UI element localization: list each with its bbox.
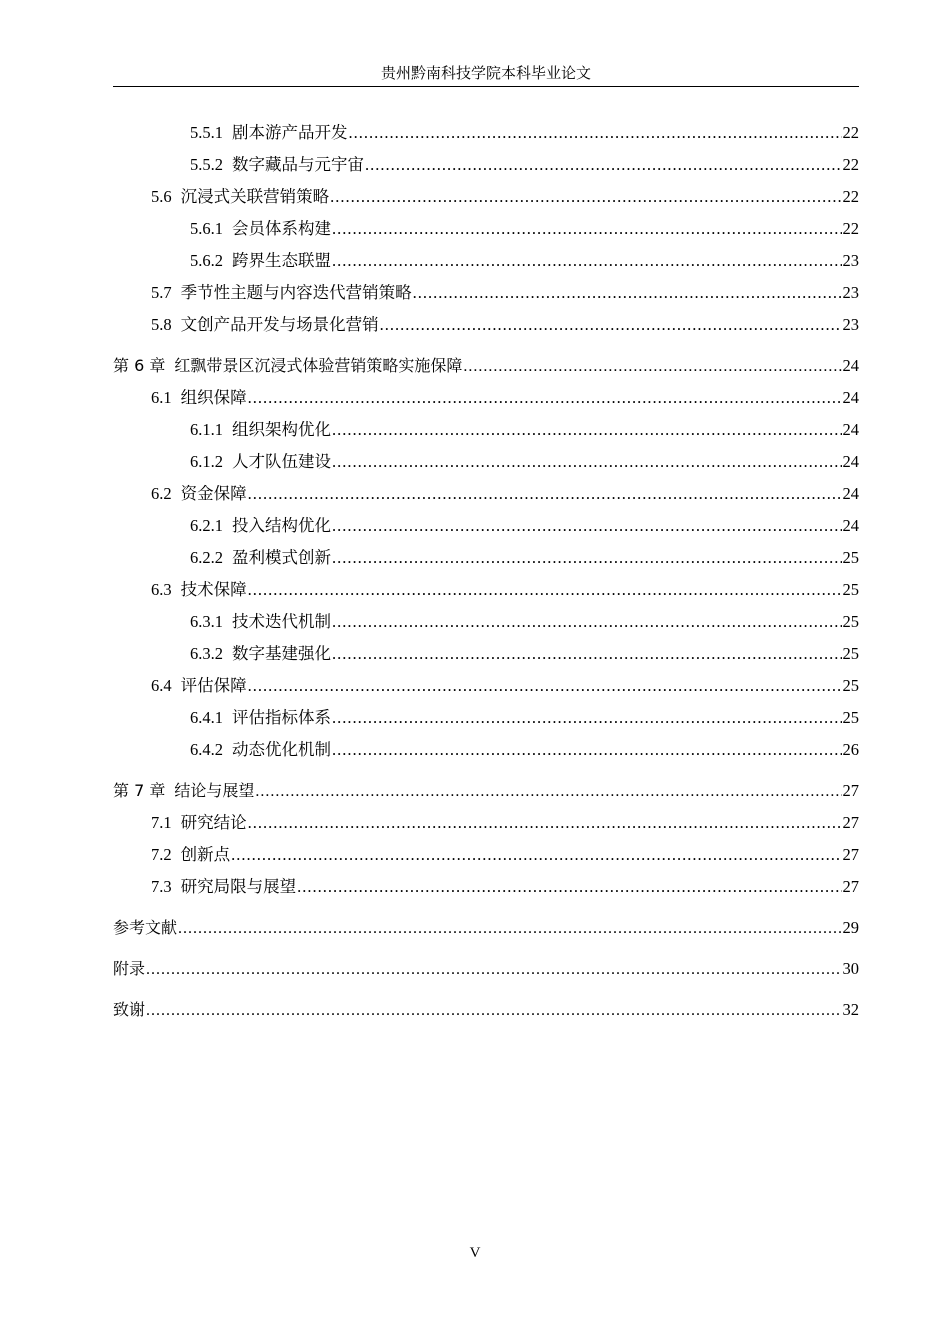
toc-entry-number: 7.1	[151, 813, 172, 832]
toc-entry[interactable]	[113, 117, 859, 149]
toc-entry-page: 23	[842, 283, 859, 302]
toc-entry-number: 6.4.1	[190, 708, 223, 727]
toc-entry-title: 组织架构优化	[232, 420, 331, 439]
toc-entry-page: 24	[842, 356, 859, 375]
toc-entry-title: 文创产品开发与场景化营销	[180, 315, 379, 334]
toc-entry-number: 6.2	[151, 484, 172, 503]
toc-entry-number: 6.1.2	[190, 452, 223, 471]
toc-entry-title: 评估指标体系	[232, 708, 331, 727]
toc-entry-title: 动态优化机制	[232, 740, 331, 759]
toc-entry-title: 致谢	[113, 1000, 146, 1019]
dot-leader	[248, 382, 842, 414]
toc-entry-number: 5.7	[151, 283, 172, 302]
toc-entry-title: 数字藏品与元宇宙	[232, 155, 364, 174]
toc-entry[interactable]	[113, 638, 859, 670]
toc-entry-title: 资金保障	[180, 484, 247, 503]
toc-entry-number: 5.6.1	[190, 219, 223, 238]
toc-entry-number: 第 6 章	[113, 356, 166, 375]
dot-leader	[332, 213, 842, 245]
toc-entry-title: 剧本游产品开发	[232, 123, 348, 142]
toc-entry[interactable]	[113, 670, 859, 702]
toc-entry[interactable]	[113, 309, 859, 341]
toc-entry-page: 27	[842, 781, 859, 800]
toc-entry-page: 23	[842, 315, 859, 334]
toc-entry-page: 27	[842, 813, 859, 832]
dot-leader	[332, 510, 842, 542]
dot-leader	[178, 913, 841, 945]
toc-entry-page: 25	[842, 676, 859, 695]
dot-leader	[248, 807, 842, 839]
dot-leader	[365, 149, 842, 181]
toc-entry[interactable]	[113, 871, 859, 903]
toc-entry-title: 附录	[113, 959, 146, 978]
toc-entry[interactable]	[113, 994, 859, 1026]
toc-entry-number: 6.1.1	[190, 420, 223, 439]
dot-leader	[413, 277, 842, 309]
dot-leader	[297, 871, 841, 903]
toc-entry[interactable]	[113, 574, 859, 606]
toc-entry[interactable]	[113, 953, 859, 985]
toc-entry-number: 6.3.1	[190, 612, 223, 631]
toc-entry[interactable]	[113, 213, 859, 245]
toc-entry[interactable]	[113, 350, 859, 382]
toc-entry-number: 6.1	[151, 388, 172, 407]
toc-entry-title: 盈利模式创新	[232, 548, 331, 567]
toc-entry[interactable]	[113, 606, 859, 638]
toc-entry[interactable]	[113, 446, 859, 478]
dot-leader	[463, 351, 841, 383]
dot-leader	[248, 574, 842, 606]
toc-entry-page: 24	[842, 484, 859, 503]
table-of-contents	[113, 117, 859, 1026]
toc-entry-page: 24	[842, 516, 859, 535]
dot-leader	[332, 702, 842, 734]
toc-entry-title: 会员体系构建	[232, 219, 331, 238]
dot-leader	[332, 638, 842, 670]
dot-leader	[349, 117, 842, 149]
toc-entry-page: 26	[842, 740, 859, 759]
toc-entry-page: 30	[842, 959, 859, 978]
toc-entry-page: 22	[842, 155, 859, 174]
toc-entry-number: 6.4.2	[190, 740, 223, 759]
toc-entry-number: 5.6.2	[190, 251, 223, 270]
toc-entry-number: 5.5.1	[190, 123, 223, 142]
dot-leader	[231, 839, 841, 871]
toc-entry-title: 创新点	[180, 845, 231, 864]
toc-entry[interactable]	[113, 382, 859, 414]
dot-leader	[380, 309, 842, 341]
toc-entry[interactable]	[113, 807, 859, 839]
toc-entry-page: 22	[842, 123, 859, 142]
toc-entry-number: 5.8	[151, 315, 172, 334]
toc-entry[interactable]	[113, 775, 859, 807]
running-header: 贵州黔南科技学院本科毕业论文	[113, 64, 859, 87]
toc-entry-number: 5.5.2	[190, 155, 223, 174]
toc-entry[interactable]	[113, 542, 859, 574]
toc-entry[interactable]	[113, 181, 859, 213]
dot-leader	[146, 954, 841, 986]
toc-entry[interactable]	[113, 277, 859, 309]
toc-entry-title: 评估保障	[180, 676, 247, 695]
dot-leader	[248, 478, 842, 510]
toc-entry-number: 7.2	[151, 845, 172, 864]
toc-entry-title: 技术迭代机制	[232, 612, 331, 631]
toc-entry-page: 24	[842, 452, 859, 471]
toc-entry-page: 23	[842, 251, 859, 270]
toc-entry[interactable]	[113, 912, 859, 944]
toc-entry-title: 人才队伍建设	[232, 452, 331, 471]
dot-leader	[332, 446, 842, 478]
dot-leader	[146, 995, 841, 1027]
dot-leader	[255, 776, 841, 808]
toc-entry-page: 27	[842, 845, 859, 864]
dot-leader	[330, 181, 841, 213]
toc-entry-number: 6.2.2	[190, 548, 223, 567]
toc-entry[interactable]	[113, 734, 859, 766]
toc-entry-title: 跨界生态联盟	[232, 251, 331, 270]
toc-entry-title: 投入结构优化	[232, 516, 331, 535]
toc-entry[interactable]	[113, 478, 859, 510]
dot-leader	[248, 670, 842, 702]
toc-entry[interactable]	[113, 702, 859, 734]
toc-entry-page: 32	[842, 1000, 859, 1019]
page-number: V	[469, 1245, 481, 1261]
toc-entry-number: 6.4	[151, 676, 172, 695]
dot-leader	[332, 542, 842, 574]
toc-entry-title: 技术保障	[180, 580, 247, 599]
toc-entry-page: 24	[842, 388, 859, 407]
toc-entry-page: 25	[842, 644, 859, 663]
toc-entry-title: 红飘带景区沉浸式体验营销策略实施保障	[174, 356, 463, 375]
toc-entry-number: 6.3	[151, 580, 172, 599]
toc-entry-number: 7.3	[151, 877, 172, 896]
toc-entry-page: 25	[842, 548, 859, 567]
toc-entry-title: 季节性主题与内容迭代营销策略	[180, 283, 412, 302]
dot-leader	[332, 606, 842, 638]
toc-entry-number: 第 7 章	[113, 781, 166, 800]
toc-entry-number: 6.2.1	[190, 516, 223, 535]
toc-entry-page: 25	[842, 708, 859, 727]
toc-entry-title: 组织保障	[180, 388, 247, 407]
toc-entry[interactable]	[113, 839, 859, 871]
toc-entry-title: 结论与展望	[174, 781, 255, 800]
toc-entry-page: 22	[842, 187, 859, 206]
toc-entry-number: 5.6	[151, 187, 172, 206]
dot-leader	[332, 245, 842, 277]
toc-entry-number: 6.3.2	[190, 644, 223, 663]
toc-entry-page: 25	[842, 612, 859, 631]
toc-entry[interactable]	[113, 510, 859, 542]
toc-entry-title: 研究结论	[180, 813, 247, 832]
toc-entry-page: 29	[842, 918, 859, 937]
toc-entry-title: 沉浸式关联营销策略	[180, 187, 330, 206]
dot-leader	[332, 414, 842, 446]
toc-entry-title: 研究局限与展望	[180, 877, 297, 896]
toc-entry-page: 27	[842, 877, 859, 896]
toc-entry-page: 22	[842, 219, 859, 238]
toc-entry[interactable]	[113, 149, 859, 181]
toc-entry-title: 数字基建强化	[232, 644, 331, 663]
dot-leader	[332, 734, 842, 766]
toc-entry-page: 24	[842, 420, 859, 439]
toc-entry-page: 25	[842, 580, 859, 599]
toc-entry[interactable]	[113, 414, 859, 446]
toc-entry-title: 参考文献	[113, 918, 178, 937]
toc-entry[interactable]	[113, 245, 859, 277]
